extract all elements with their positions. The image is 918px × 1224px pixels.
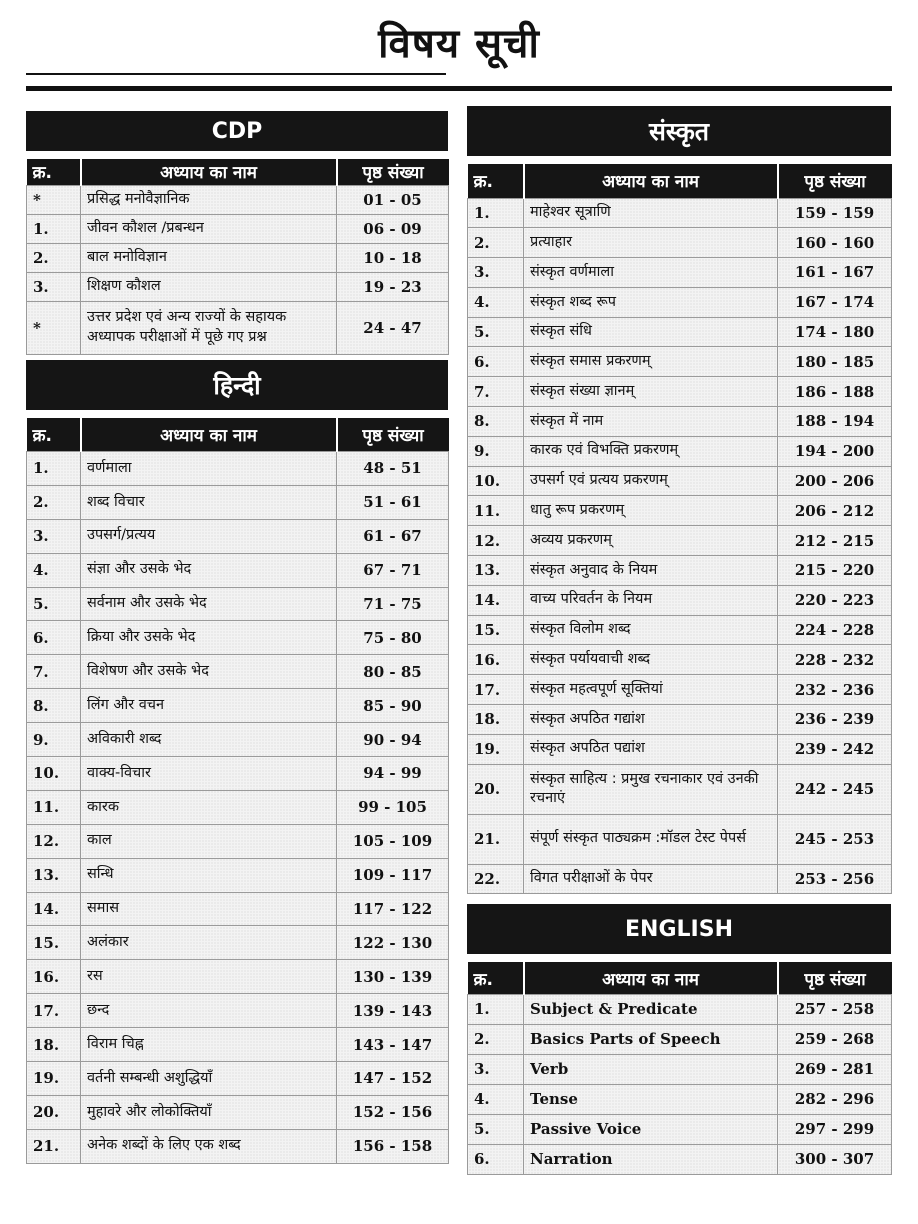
cdp-banner: CDP	[26, 111, 448, 151]
page-range: 236 - 239	[778, 705, 892, 735]
page-range: 10 - 18	[337, 243, 449, 272]
column-header-num: क्र.	[468, 164, 524, 198]
page-range: 48 - 51	[337, 452, 449, 486]
row-number: 4.	[27, 553, 81, 587]
page-range: 212 - 215	[778, 526, 892, 556]
table-row	[27, 757, 449, 791]
chapter-name: विशेषण और उसके भेद	[81, 655, 337, 689]
row-number: 8.	[468, 407, 524, 437]
row-number: 1.	[468, 198, 524, 228]
row-number: 13.	[468, 556, 524, 586]
table-row	[468, 814, 892, 864]
hindi-banner: हिन्दी	[26, 360, 448, 410]
row-number: 3.	[468, 258, 524, 288]
row-number: 3.	[468, 1054, 524, 1084]
page-range: 67 - 71	[337, 553, 449, 587]
chapter-name: वर्णमाला	[81, 452, 337, 486]
chapter-name: उपसर्ग/प्रत्यय	[81, 519, 337, 553]
row-number: 19.	[468, 734, 524, 764]
chapter-name: सन्धि	[81, 858, 337, 892]
row-number: 20.	[27, 1095, 81, 1129]
page-range: 152 - 156	[337, 1095, 449, 1129]
chapter-name: वाच्य परिवर्तन के नियम	[524, 585, 778, 615]
table-row	[27, 243, 449, 272]
page-range: 194 - 200	[778, 436, 892, 466]
page-range: 01 - 05	[337, 185, 449, 214]
table-row	[27, 587, 449, 621]
chapter-name: कारक एवं विभक्ति प्रकरणम्	[524, 436, 778, 466]
page-range: 257 - 258	[778, 994, 892, 1024]
page-range: 188 - 194	[778, 407, 892, 437]
row-number: 16.	[468, 645, 524, 675]
table-row	[27, 485, 449, 519]
chapter-name: काल	[81, 824, 337, 858]
chapter-name: बाल मनोविज्ञान	[81, 243, 337, 272]
page-range: 161 - 167	[778, 258, 892, 288]
chapter-name: माहेश्वर सूत्राणि	[524, 198, 778, 228]
page-range: 94 - 99	[337, 757, 449, 791]
row-number: 5.	[468, 317, 524, 347]
page-range: 160 - 160	[778, 228, 892, 258]
row-number: 5.	[27, 587, 81, 621]
chapter-name: Narration	[524, 1144, 778, 1174]
sanskrit-table	[467, 164, 892, 894]
title-underline-thin	[26, 73, 446, 75]
page-range: 24 - 47	[337, 301, 449, 354]
column-header-num: क्र.	[27, 159, 81, 185]
table-header-row	[27, 159, 449, 185]
row-number: 3.	[27, 272, 81, 301]
table-row	[27, 824, 449, 858]
table-row	[468, 347, 892, 377]
table-row	[27, 1129, 449, 1163]
table-row	[27, 960, 449, 994]
page-range: 105 - 109	[337, 824, 449, 858]
page-range: 117 - 122	[337, 892, 449, 926]
page-range: 180 - 185	[778, 347, 892, 377]
row-number: 12.	[27, 824, 81, 858]
chapter-name: संस्कृत संधि	[524, 317, 778, 347]
table-row	[468, 1114, 892, 1144]
page-range: 200 - 206	[778, 466, 892, 496]
row-number: 2.	[27, 485, 81, 519]
table-row	[468, 228, 892, 258]
column-header-chapter: अध्याय का नाम	[524, 962, 778, 994]
left-column	[26, 111, 448, 1164]
page-range: 122 - 130	[337, 926, 449, 960]
table-row	[468, 864, 892, 894]
page-range: 130 - 139	[337, 960, 449, 994]
page-range: 75 - 80	[337, 621, 449, 655]
row-number: 4.	[468, 1084, 524, 1114]
page-range: 109 - 117	[337, 858, 449, 892]
table-row	[27, 553, 449, 587]
row-number: 6.	[27, 621, 81, 655]
table-row	[468, 526, 892, 556]
column-header-pages: पृष्ठ संख्या	[337, 159, 449, 185]
table-row	[468, 1084, 892, 1114]
chapter-name: संस्कृत संख्या ज्ञानम्	[524, 377, 778, 407]
chapter-name: संस्कृत अपठित गद्यांश	[524, 705, 778, 735]
table-row	[27, 689, 449, 723]
page-range: 156 - 158	[337, 1129, 449, 1163]
chapter-name: संस्कृत शब्द रूप	[524, 287, 778, 317]
page-range: 300 - 307	[778, 1144, 892, 1174]
row-number: 5.	[468, 1114, 524, 1144]
table-row	[27, 301, 449, 354]
row-number: 3.	[27, 519, 81, 553]
chapter-name: संस्कृत महत्वपूर्ण सूक्तियां	[524, 675, 778, 705]
row-number: 18.	[27, 1028, 81, 1062]
table-row	[27, 892, 449, 926]
row-number: 1.	[27, 452, 81, 486]
table-row	[468, 734, 892, 764]
table-row	[468, 1144, 892, 1174]
row-number: 11.	[468, 496, 524, 526]
table-row	[468, 377, 892, 407]
hindi-table	[26, 418, 449, 1164]
table-row	[468, 585, 892, 615]
page-range: 269 - 281	[778, 1054, 892, 1084]
row-number: 2.	[27, 243, 81, 272]
chapter-name: विराम चिह्न	[81, 1028, 337, 1062]
chapter-name: उत्तर प्रदेश एवं अन्य राज्यों के सहायक अध्यापक परीक्षाओं में पूछे गए प्रश्न	[81, 301, 337, 354]
chapter-name: Tense	[524, 1084, 778, 1114]
page-range: 167 - 174	[778, 287, 892, 317]
row-number: 9.	[468, 436, 524, 466]
row-number: 4.	[468, 287, 524, 317]
chapter-name: रस	[81, 960, 337, 994]
row-number: 8.	[27, 689, 81, 723]
chapter-name: शब्द विचार	[81, 485, 337, 519]
row-number: 20.	[468, 764, 524, 814]
chapter-name: कारक	[81, 790, 337, 824]
table-row	[468, 317, 892, 347]
row-number: *	[27, 185, 81, 214]
chapter-name: समास	[81, 892, 337, 926]
row-number: 14.	[468, 585, 524, 615]
row-number: 15.	[27, 926, 81, 960]
page-range: 51 - 61	[337, 485, 449, 519]
page-range: 282 - 296	[778, 1084, 892, 1114]
chapter-name: संस्कृत में नाम	[524, 407, 778, 437]
table-row	[27, 452, 449, 486]
table-row	[468, 675, 892, 705]
table-row	[27, 519, 449, 553]
row-number: 16.	[27, 960, 81, 994]
table-row	[468, 466, 892, 496]
chapter-name: छन्द	[81, 994, 337, 1028]
page-range: 90 - 94	[337, 723, 449, 757]
table-row	[27, 723, 449, 757]
row-number: 1.	[27, 214, 81, 243]
row-number: 17.	[27, 994, 81, 1028]
chapter-name: Basics Parts of Speech	[524, 1024, 778, 1054]
table-row	[468, 764, 892, 814]
table-row	[468, 258, 892, 288]
chapter-name: संस्कृत अपठित पद्यांश	[524, 734, 778, 764]
chapter-name: संस्कृत समास प्रकरणम्	[524, 347, 778, 377]
column-header-chapter: अध्याय का नाम	[81, 159, 337, 185]
chapter-name: अव्यय प्रकरणम्	[524, 526, 778, 556]
table-row	[468, 287, 892, 317]
page-title: विषय सूची	[378, 21, 540, 67]
page-range: 139 - 143	[337, 994, 449, 1028]
chapter-name: धातु रूप प्रकरणम्	[524, 496, 778, 526]
page-range: 228 - 232	[778, 645, 892, 675]
page-range: 143 - 147	[337, 1028, 449, 1062]
page-range: 159 - 159	[778, 198, 892, 228]
row-number: 14.	[27, 892, 81, 926]
row-number: 13.	[27, 858, 81, 892]
table-row	[27, 655, 449, 689]
table-row	[468, 496, 892, 526]
chapter-name: अविकारी शब्द	[81, 723, 337, 757]
table-row	[468, 615, 892, 645]
column-header-chapter: अध्याय का नाम	[524, 164, 778, 198]
table-row	[27, 214, 449, 243]
table-row	[27, 926, 449, 960]
table-row	[27, 1095, 449, 1129]
row-number: 7.	[468, 377, 524, 407]
chapter-name: उपसर्ग एवं प्रत्यय प्रकरणम्	[524, 466, 778, 496]
page-range: 232 - 236	[778, 675, 892, 705]
chapter-name: प्रत्याहार	[524, 228, 778, 258]
chapter-name: क्रिया और उसके भेद	[81, 621, 337, 655]
row-number: 17.	[468, 675, 524, 705]
row-number: 1.	[468, 994, 524, 1024]
chapter-name: संस्कृत साहित्य : प्रमुख रचनाकार एवं उनकी रचनाएं	[524, 764, 778, 814]
table-row	[468, 407, 892, 437]
row-number: 7.	[27, 655, 81, 689]
table-row	[27, 1028, 449, 1062]
chapter-name: मुहावरे और लोकोक्तियाँ	[81, 1095, 337, 1129]
column-header-num: क्र.	[468, 962, 524, 994]
page-range: 259 - 268	[778, 1024, 892, 1054]
chapter-name: संस्कृत पर्यायवाची शब्द	[524, 645, 778, 675]
page-range: 85 - 90	[337, 689, 449, 723]
page-range: 06 - 09	[337, 214, 449, 243]
chapter-name: संज्ञा और उसके भेद	[81, 553, 337, 587]
table-row	[468, 436, 892, 466]
table-row	[468, 1054, 892, 1084]
table-row	[27, 272, 449, 301]
chapter-name: Subject & Predicate	[524, 994, 778, 1024]
chapter-name: शिक्षण कौशल	[81, 272, 337, 301]
english-table	[467, 962, 892, 1175]
table-row	[27, 994, 449, 1028]
chapter-name: अलंकार	[81, 926, 337, 960]
column-header-pages: पृष्ठ संख्या	[337, 418, 449, 452]
table-header-row	[468, 962, 892, 994]
table-row	[27, 790, 449, 824]
row-number: *	[27, 301, 81, 354]
title-underline-thick	[26, 86, 892, 91]
row-number: 12.	[468, 526, 524, 556]
page-range: 147 - 152	[337, 1062, 449, 1096]
page-range: 186 - 188	[778, 377, 892, 407]
table-row	[468, 645, 892, 675]
chapter-name: Verb	[524, 1054, 778, 1084]
page-range: 19 - 23	[337, 272, 449, 301]
page-range: 174 - 180	[778, 317, 892, 347]
page-range: 80 - 85	[337, 655, 449, 689]
chapter-name: अनेक शब्दों के लिए एक शब्द	[81, 1129, 337, 1163]
cdp-table	[26, 159, 449, 355]
row-number: 10.	[27, 757, 81, 791]
page-range: 245 - 253	[778, 814, 892, 864]
page-range: 297 - 299	[778, 1114, 892, 1144]
row-number: 21.	[468, 814, 524, 864]
row-number: 18.	[468, 705, 524, 735]
column-header-pages: पृष्ठ संख्या	[778, 962, 892, 994]
chapter-name: Passive Voice	[524, 1114, 778, 1144]
page-range: 220 - 223	[778, 585, 892, 615]
chapter-name: संपूर्ण संस्कृत पाठ्यक्रम :मॉडल टेस्ट पेपर्स	[524, 814, 778, 864]
table-row	[27, 621, 449, 655]
page-range: 61 - 67	[337, 519, 449, 553]
chapter-name: जीवन कौशल /प्रबन्धन	[81, 214, 337, 243]
chapter-name: प्रसिद्ध मनोवैज्ञानिक	[81, 185, 337, 214]
row-number: 10.	[468, 466, 524, 496]
table-row	[468, 705, 892, 735]
row-number: 6.	[468, 347, 524, 377]
page-range: 239 - 242	[778, 734, 892, 764]
row-number: 21.	[27, 1129, 81, 1163]
row-number: 15.	[468, 615, 524, 645]
table-row	[27, 1062, 449, 1096]
table-row	[468, 198, 892, 228]
sanskrit-banner: संस्कृत	[467, 106, 891, 156]
page-range: 206 - 212	[778, 496, 892, 526]
row-number: 11.	[27, 790, 81, 824]
row-number: 22.	[468, 864, 524, 894]
chapter-name: वर्तनी सम्बन्धी अशुद्धियाँ	[81, 1062, 337, 1096]
page-range: 215 - 220	[778, 556, 892, 586]
page-range: 71 - 75	[337, 587, 449, 621]
chapter-name: विगत परीक्षाओं के पेपर	[524, 864, 778, 894]
row-number: 2.	[468, 228, 524, 258]
page-range: 253 - 256	[778, 864, 892, 894]
chapter-name: सर्वनाम और उसके भेद	[81, 587, 337, 621]
chapter-name: संस्कृत विलोम शब्द	[524, 615, 778, 645]
row-number: 19.	[27, 1062, 81, 1096]
column-header-pages: पृष्ठ संख्या	[778, 164, 892, 198]
table-row	[27, 858, 449, 892]
right-column	[467, 106, 891, 1175]
table-row	[27, 185, 449, 214]
table-header-row	[468, 164, 892, 198]
chapter-name: लिंग और वचन	[81, 689, 337, 723]
page-range: 242 - 245	[778, 764, 892, 814]
chapter-name: संस्कृत वर्णमाला	[524, 258, 778, 288]
chapter-name: संस्कृत अनुवाद के नियम	[524, 556, 778, 586]
chapter-name: वाक्य-विचार	[81, 757, 337, 791]
column-header-num: क्र.	[27, 418, 81, 452]
row-number: 6.	[468, 1144, 524, 1174]
table-header-row	[27, 418, 449, 452]
table-row	[468, 1024, 892, 1054]
english-banner: ENGLISH	[467, 904, 891, 954]
page-range: 99 - 105	[337, 790, 449, 824]
table-row	[468, 994, 892, 1024]
page-range: 224 - 228	[778, 615, 892, 645]
table-row	[468, 556, 892, 586]
column-header-chapter: अध्याय का नाम	[81, 418, 337, 452]
row-number: 2.	[468, 1024, 524, 1054]
row-number: 9.	[27, 723, 81, 757]
